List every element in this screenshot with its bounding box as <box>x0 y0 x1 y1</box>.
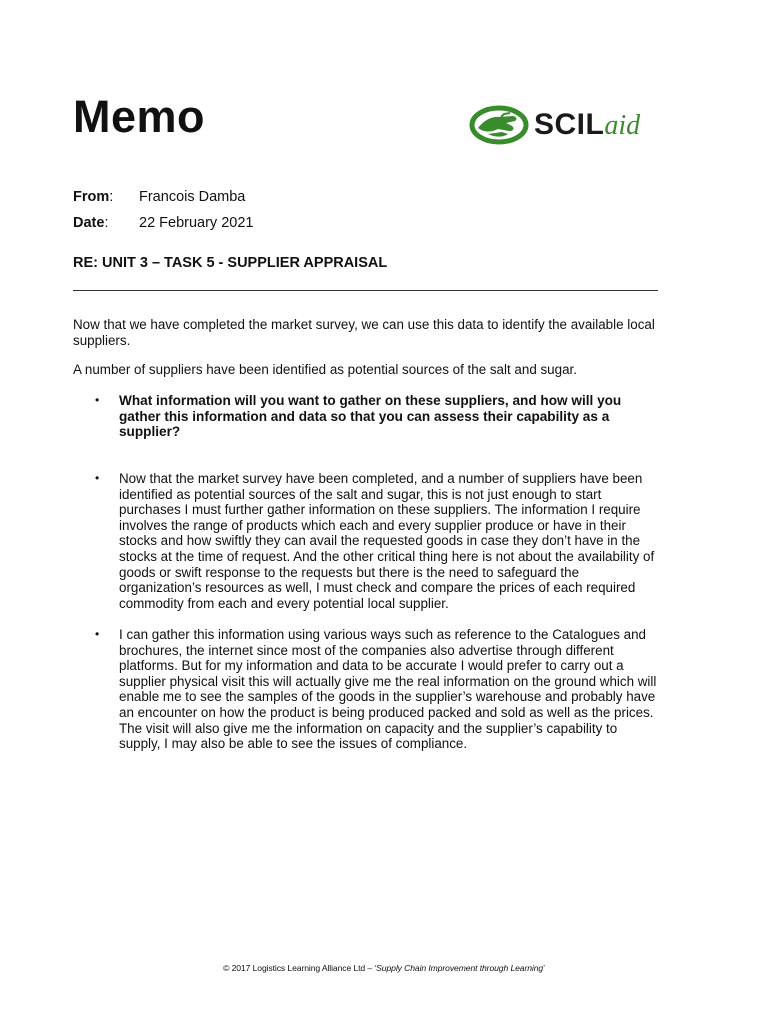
intro-paragraph: Now that we have completed the market survey, we can use this data to identify the available local suppliers. <box>73 317 655 348</box>
date-value: 22 February 2021 <box>139 215 254 231</box>
answer-bullet-1 <box>95 471 660 611</box>
scil-aid-logo <box>468 104 640 146</box>
from-label: From <box>73 189 110 205</box>
memo-title: Memo <box>73 91 206 142</box>
answer-text-1: Now that the market survey have been completed, and a number of suppliers have been identified as potential sources of the salt and sugar, this is not just enough to start purchases I must further gather information on these suppliers. The information I require involves the range of products which each and every supplier produce or have in their stocks and how swiftly they can avail the requested goods in case they don’t have in the stocks at the time of request. And the other critical thing here is not about the availability of goods or swift response to the requests but there is the need to safeguard the organization’s resources as well, I must check and compare the prices of each required commodity from each and every potential local supplier. <box>119 471 655 611</box>
handshake-icon <box>468 104 530 146</box>
date-separator: : <box>104 215 109 231</box>
suppliers-paragraph: A number of suppliers have been identified as potential sources of the salt and sugar. <box>73 362 577 377</box>
bullet-icon: • <box>95 393 100 407</box>
date-label-wrap <box>73 215 139 231</box>
bullet-icon: • <box>95 627 100 641</box>
logo-text-scil: SCIL <box>534 108 605 141</box>
answer-bullet-2 <box>95 627 660 752</box>
question-bullet <box>95 393 660 440</box>
footer-suffix: ’ <box>543 963 545 973</box>
from-separator: : <box>109 189 114 205</box>
page-footer <box>0 963 768 973</box>
footer-tagline: Supply Chain Improvement through Learning <box>376 963 544 973</box>
logo-text-aid: aid <box>604 110 641 141</box>
date-label: Date <box>73 215 105 231</box>
divider <box>73 290 658 291</box>
from-row <box>73 189 245 205</box>
footer-copyright: © 2017 Logistics Learning Alliance Ltd – ‘ <box>223 963 377 973</box>
date-row <box>73 215 253 231</box>
subject-line: RE: UNIT 3 – TASK 5 - SUPPLIER APPRAISAL <box>73 255 388 271</box>
from-label-wrap <box>73 189 139 205</box>
question-text: What information will you want to gather on these suppliers, and how will you gather this information and data so that you can assess their capability as a supplier? <box>119 393 622 440</box>
answer-text-2: I can gather this information using various ways such as reference to the Catalogues and brochures, the internet since most of the companies also advertise through different platforms. But for my information and data to be accurate I would prefer to carry out a supplier physical visit this will actually give me the real information on the ground which will enable me to see the samples of the goods in the supplier’s warehouse and probably have an encounter on how the product is being produced packed and sold as well as the prices. The visit will also give me the information on capacity and the supplier’s capability to supply, I may also be able to see the issues of compliance. <box>119 627 657 752</box>
bullet-icon: • <box>95 471 100 485</box>
from-value: Francois Damba <box>139 189 246 205</box>
